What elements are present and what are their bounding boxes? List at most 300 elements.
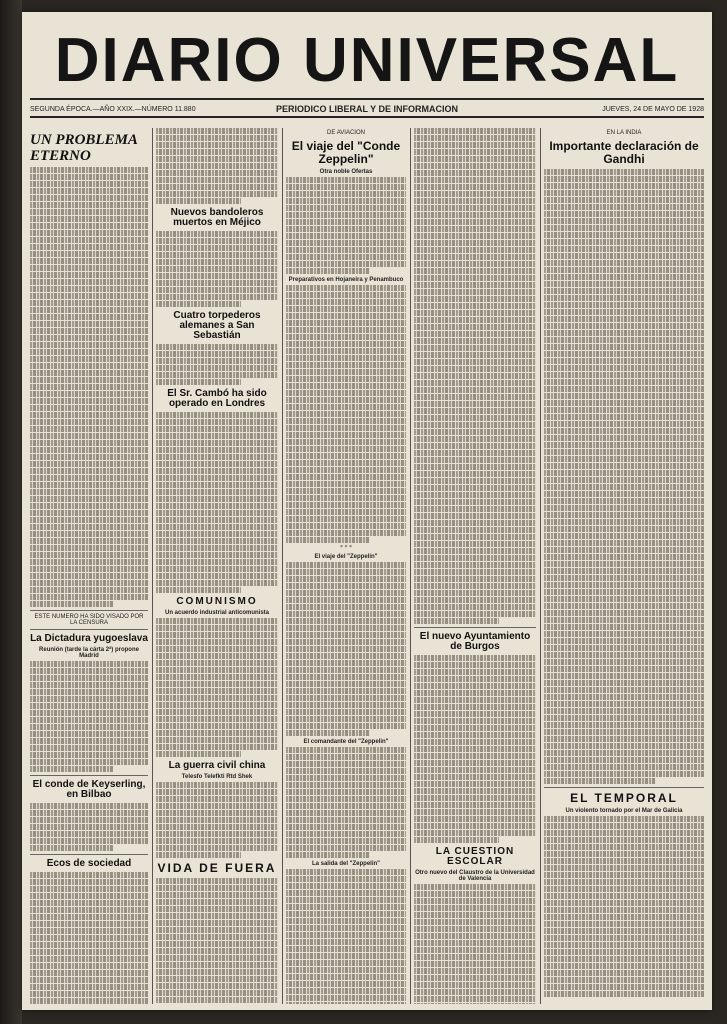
text-line xyxy=(30,174,148,180)
text-line xyxy=(286,177,406,183)
text-line xyxy=(156,351,278,357)
binding-edge xyxy=(0,0,22,1024)
divider xyxy=(30,629,148,630)
text-line xyxy=(156,796,278,802)
text-line xyxy=(286,481,406,487)
subhead-zeppelin-1: Otra noble Ofertas xyxy=(319,169,373,175)
text-line xyxy=(30,216,148,222)
article-body xyxy=(286,177,406,274)
text-line xyxy=(156,496,278,502)
text-line xyxy=(544,984,704,990)
text-line xyxy=(544,484,704,490)
text-line xyxy=(156,639,278,645)
text-line xyxy=(156,238,278,244)
text-line xyxy=(414,142,536,148)
text-line xyxy=(414,492,536,498)
text-line xyxy=(30,293,148,299)
text-line xyxy=(286,611,406,617)
text-line xyxy=(544,225,704,231)
headline-comunismo: COMUNISMO xyxy=(176,596,258,607)
column-3 xyxy=(286,128,406,1004)
article-body xyxy=(286,747,406,858)
subhead-guerra-china: Telesfo Telefkti Rtd Shek xyxy=(181,774,253,780)
text-line xyxy=(414,177,536,183)
text-line xyxy=(286,782,406,788)
masthead-rule-bottom xyxy=(30,116,704,118)
text-line xyxy=(156,831,278,837)
text-line xyxy=(544,407,704,413)
text-line xyxy=(30,223,148,229)
text-line xyxy=(544,239,704,245)
column-divider xyxy=(410,128,411,1004)
text-line xyxy=(156,510,278,516)
text-line xyxy=(544,204,704,210)
text-line xyxy=(544,582,704,588)
text-line xyxy=(156,927,278,933)
column-divider xyxy=(152,128,153,1004)
text-line xyxy=(544,886,704,892)
text-line xyxy=(156,280,278,286)
text-line xyxy=(544,365,704,371)
article-body xyxy=(156,412,278,593)
text-line xyxy=(544,575,704,581)
text-line xyxy=(414,450,536,456)
text-line xyxy=(156,365,278,371)
text-line xyxy=(286,254,406,260)
headline-dictadura: La Dictadura yugoeslava xyxy=(30,633,148,644)
masthead-title: DIARIO UNIVERSAL xyxy=(54,26,680,95)
article-body xyxy=(414,655,536,843)
text-line xyxy=(156,625,278,631)
text-line xyxy=(544,722,704,728)
text-line xyxy=(286,247,406,253)
text-line xyxy=(414,464,536,470)
text-line xyxy=(156,716,278,722)
text-line xyxy=(286,467,406,473)
text-line xyxy=(414,205,536,211)
text-line xyxy=(286,292,406,298)
text-line xyxy=(414,275,536,281)
text-line xyxy=(544,491,704,497)
text-line xyxy=(544,379,704,385)
subhead-cuestion-escolar: Otro nuevo del Claustro de la Universidad de Valencia xyxy=(415,870,535,882)
text-line xyxy=(156,531,278,537)
text-line xyxy=(414,401,536,407)
text-line xyxy=(414,739,536,745)
text-line xyxy=(30,538,148,544)
article-body xyxy=(286,869,406,1004)
text-line xyxy=(286,562,406,568)
text-line xyxy=(286,838,406,844)
text-line xyxy=(156,990,278,996)
divider xyxy=(30,854,148,855)
text-line xyxy=(544,977,704,983)
text-line xyxy=(414,655,536,661)
text-line xyxy=(544,449,704,455)
text-line xyxy=(156,941,278,947)
text-line xyxy=(286,939,406,945)
text-line xyxy=(544,456,704,462)
text-line xyxy=(414,1003,536,1004)
text-line xyxy=(414,905,536,911)
text-line xyxy=(156,899,278,905)
text-line xyxy=(30,454,148,460)
text-line xyxy=(30,956,148,962)
text-line xyxy=(544,652,704,658)
text-line xyxy=(414,604,536,610)
text-line xyxy=(156,503,278,509)
text-line xyxy=(30,752,148,758)
text-line xyxy=(30,998,148,1004)
text-line xyxy=(30,921,148,927)
article-body xyxy=(156,128,278,204)
text-line xyxy=(414,795,536,801)
text-line xyxy=(544,851,704,857)
text-line xyxy=(286,639,406,645)
text-line xyxy=(156,976,278,982)
text-line xyxy=(286,418,406,424)
text-line xyxy=(544,708,704,714)
text-line xyxy=(286,446,406,452)
text-line xyxy=(30,601,113,607)
text-line xyxy=(414,669,536,675)
headline-cuestion-escolar: LA CUESTION ESCOLAR xyxy=(435,846,515,867)
text-line xyxy=(30,209,148,215)
text-line xyxy=(414,767,536,773)
text-line xyxy=(156,737,278,743)
text-line xyxy=(414,240,536,246)
text-line xyxy=(414,548,536,554)
text-line xyxy=(286,355,406,361)
text-line xyxy=(156,997,278,1003)
text-line xyxy=(30,675,148,681)
text-line xyxy=(286,597,406,603)
text-line xyxy=(286,981,406,987)
text-line xyxy=(544,218,704,224)
text-line xyxy=(414,534,536,540)
text-line xyxy=(544,169,704,175)
text-line xyxy=(30,307,148,313)
text-line xyxy=(156,695,278,701)
text-line xyxy=(544,757,704,763)
text-line xyxy=(30,949,148,955)
text-line xyxy=(286,537,370,543)
article-body xyxy=(156,231,278,307)
divider xyxy=(30,610,148,611)
text-line xyxy=(30,984,148,990)
article-body xyxy=(286,562,406,736)
text-line xyxy=(30,300,148,306)
text-line xyxy=(286,918,406,924)
text-line xyxy=(30,838,148,844)
text-line xyxy=(414,919,536,925)
text-line xyxy=(414,704,536,710)
text-line xyxy=(414,823,536,829)
text-line xyxy=(544,956,704,962)
text-line xyxy=(414,352,536,358)
text-line xyxy=(286,306,406,312)
text-line xyxy=(156,426,278,432)
text-line xyxy=(286,226,406,232)
text-line xyxy=(544,900,704,906)
article-body xyxy=(30,872,148,1004)
text-line xyxy=(30,335,148,341)
text-line xyxy=(286,411,406,417)
headline-keyserling: El conde de Keyserling, en Bilbao xyxy=(32,779,146,800)
text-line xyxy=(414,583,536,589)
article-body xyxy=(156,618,278,757)
headline-el-temporal: EL TEMPORAL xyxy=(570,791,678,805)
text-line xyxy=(156,372,278,378)
text-line xyxy=(156,489,278,495)
text-line xyxy=(544,858,704,864)
column-2 xyxy=(156,128,278,1004)
text-line xyxy=(414,499,536,505)
text-line xyxy=(414,296,536,302)
text-line xyxy=(414,254,536,260)
text-line xyxy=(544,631,704,637)
text-line xyxy=(414,156,536,162)
text-line xyxy=(414,513,536,519)
text-line xyxy=(286,796,406,802)
text-line xyxy=(544,596,704,602)
text-line xyxy=(286,205,406,211)
text-line xyxy=(30,251,148,257)
text-line xyxy=(30,531,148,537)
headline-torpederos: Cuatro torpederos alemanes a San Sebastián xyxy=(173,310,261,341)
text-line xyxy=(544,393,704,399)
text-line xyxy=(544,358,704,364)
text-line xyxy=(286,883,406,889)
text-line xyxy=(156,702,278,708)
text-line xyxy=(30,661,148,667)
text-line xyxy=(544,267,704,273)
text-line xyxy=(414,676,536,682)
text-line xyxy=(544,666,704,672)
text-line xyxy=(156,852,241,858)
text-line xyxy=(286,268,370,274)
text-line xyxy=(286,716,406,722)
text-line xyxy=(414,135,536,141)
text-line xyxy=(156,838,278,844)
text-line xyxy=(414,912,536,918)
text-line xyxy=(286,327,406,333)
text-line xyxy=(544,715,704,721)
text-line xyxy=(156,128,278,134)
text-line xyxy=(544,211,704,217)
text-line xyxy=(156,184,278,190)
text-line xyxy=(544,687,704,693)
text-line xyxy=(30,696,148,702)
headline-ayuntamiento-burgos: El nuevo Ayuntamiento de Burgos xyxy=(419,631,531,652)
text-line xyxy=(414,394,536,400)
text-line xyxy=(156,454,278,460)
text-line xyxy=(156,552,278,558)
text-line xyxy=(544,844,704,850)
text-line xyxy=(286,583,406,589)
headline-bandoleros: Nuevos bandoleros muertos en Méjico xyxy=(170,207,264,228)
text-line xyxy=(286,925,406,931)
headline-ecos-sociedad: Ecos de sociedad xyxy=(46,858,132,869)
text-line xyxy=(286,653,406,659)
text-line xyxy=(286,285,406,291)
masthead-rule-top xyxy=(30,98,704,100)
text-line xyxy=(30,391,148,397)
text-line xyxy=(414,590,536,596)
text-line xyxy=(30,447,148,453)
text-line xyxy=(30,475,148,481)
text-line xyxy=(544,470,704,476)
text-line xyxy=(414,746,536,752)
text-line xyxy=(414,233,536,239)
text-line xyxy=(30,398,148,404)
text-line xyxy=(544,830,704,836)
text-line xyxy=(30,759,148,765)
text-line xyxy=(30,461,148,467)
text-line xyxy=(286,362,406,368)
text-line xyxy=(156,969,278,975)
text-line xyxy=(156,948,278,954)
headline-gandhi: Importante declaración de Gandhi xyxy=(549,139,699,166)
text-line xyxy=(156,817,278,823)
text-line xyxy=(544,323,704,329)
text-line xyxy=(156,170,278,176)
text-line xyxy=(414,802,536,808)
text-line xyxy=(286,831,406,837)
text-line xyxy=(30,717,148,723)
text-line xyxy=(286,184,406,190)
text-line xyxy=(414,191,536,197)
text-line xyxy=(544,197,704,203)
text-line xyxy=(414,562,536,568)
text-line xyxy=(414,366,536,372)
text-line xyxy=(544,561,704,567)
text-line xyxy=(30,552,148,558)
text-line xyxy=(414,725,536,731)
text-line xyxy=(286,646,406,652)
column-divider xyxy=(282,128,283,1004)
text-line xyxy=(156,447,278,453)
headline-problema-eterno: UN PROBLEMA ETERNO xyxy=(30,132,138,164)
text-line xyxy=(30,566,148,572)
text-line xyxy=(544,512,704,518)
text-line xyxy=(286,960,406,966)
text-line xyxy=(156,517,278,523)
text-line xyxy=(414,816,536,822)
text-line xyxy=(286,824,406,830)
text-line xyxy=(156,252,278,258)
text-line xyxy=(156,920,278,926)
text-line xyxy=(30,594,148,600)
column-divider xyxy=(540,128,541,1004)
text-line xyxy=(286,817,406,823)
text-line xyxy=(30,879,148,885)
text-line xyxy=(286,383,406,389)
text-line xyxy=(156,723,278,729)
divider xyxy=(544,787,704,788)
text-line xyxy=(286,502,406,508)
text-line xyxy=(544,907,704,913)
text-line xyxy=(286,775,406,781)
text-line xyxy=(156,803,278,809)
text-line xyxy=(414,711,536,717)
text-line xyxy=(156,955,278,961)
text-line xyxy=(414,380,536,386)
text-line xyxy=(286,904,406,910)
divider xyxy=(30,775,148,776)
text-line xyxy=(30,279,148,285)
text-line xyxy=(414,415,536,421)
text-line xyxy=(414,184,536,190)
text-line xyxy=(286,576,406,582)
text-line xyxy=(156,744,278,750)
text-line xyxy=(30,731,148,737)
text-line xyxy=(544,638,704,644)
text-line xyxy=(156,142,278,148)
text-line xyxy=(414,289,536,295)
article-body xyxy=(156,344,278,385)
text-line xyxy=(286,723,406,729)
text-line xyxy=(414,898,536,904)
text-line xyxy=(156,231,278,237)
text-line xyxy=(414,618,499,624)
text-line xyxy=(286,509,406,515)
text-line xyxy=(30,167,148,173)
text-line xyxy=(286,761,406,767)
headline-zeppelin: El viaje del "Conde Zeppelin" xyxy=(291,139,401,166)
text-line xyxy=(286,488,406,494)
text-line xyxy=(30,496,148,502)
text-line xyxy=(414,809,536,815)
text-line xyxy=(286,845,406,851)
text-line xyxy=(156,538,278,544)
text-line xyxy=(286,988,406,994)
text-line xyxy=(156,545,278,551)
text-line xyxy=(30,258,148,264)
text-line xyxy=(544,414,704,420)
text-line xyxy=(414,128,536,134)
text-line xyxy=(286,667,406,673)
text-line xyxy=(544,386,704,392)
text-line xyxy=(544,435,704,441)
text-line xyxy=(30,412,148,418)
text-line xyxy=(156,135,278,141)
text-line xyxy=(156,301,241,307)
text-line xyxy=(156,653,278,659)
text-line xyxy=(30,363,148,369)
text-line xyxy=(544,337,704,343)
text-line xyxy=(544,316,704,322)
text-line xyxy=(286,432,406,438)
text-line xyxy=(544,942,704,948)
text-line xyxy=(544,421,704,427)
text-line xyxy=(30,321,148,327)
text-line xyxy=(544,281,704,287)
text-line xyxy=(286,219,406,225)
text-line xyxy=(30,907,148,913)
text-line xyxy=(286,709,406,715)
text-line xyxy=(156,789,278,795)
text-line xyxy=(544,872,704,878)
text-line xyxy=(414,884,536,890)
text-line xyxy=(156,751,241,757)
text-line xyxy=(414,569,536,575)
text-line xyxy=(544,837,704,843)
text-line xyxy=(286,688,406,694)
text-line xyxy=(156,580,278,586)
text-line xyxy=(414,317,536,323)
text-line xyxy=(414,282,536,288)
